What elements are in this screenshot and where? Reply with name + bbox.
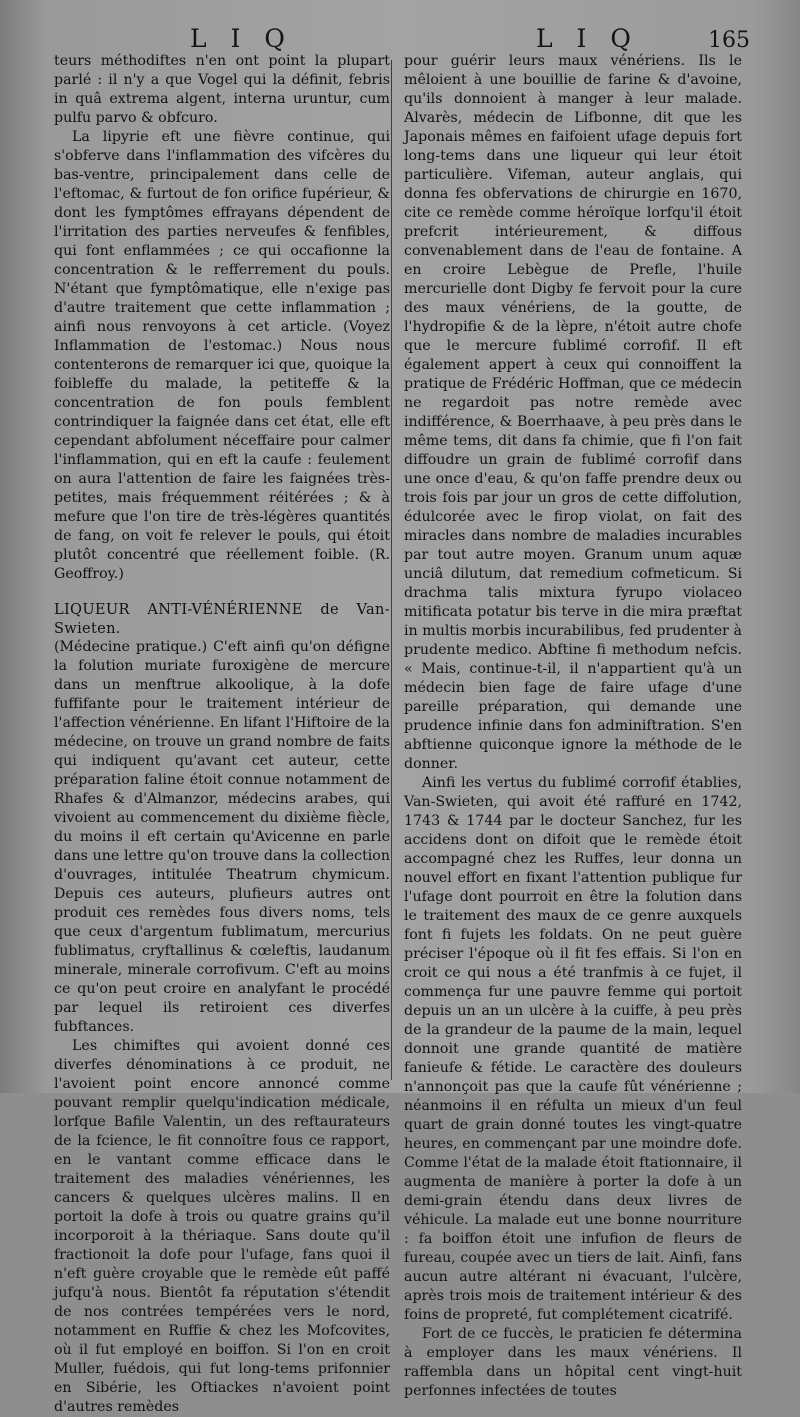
paragraph-lipyrie: La lipyrie eft une fièvre continue, qui s'obferve dans l'inflammation des vifcères du bas-ventre, principalement dans celle de l'eftomac, & furtout de fon orifice fupérieur, & dont les fymptômes effrayans dépendent de l'irritation des parties nerveufes & fenfibles, qui font enflammées ; ce qui occafionne la concentration & le refferrement du pouls. N'étant que fymptômatique, elle n'exige pas d'autre traitement que cette inflammation ; ainfi nous renvoyons à cet article. (Voyez Inflammation de l'estomac.) Nous nous contenterons de remarquer ici que, quoique la foibleffe du malade, la petiteffe & la concentration de fon pouls femblent contrindiquer la faignée dans cet état, elle eft cependant abfolument néceffaire pour calmer l'inflammation, qui en eft la caufe : feulement on aura l'attention de faire les faignées très-petites, mais fréquemment réitérées ; & à mefure que l'on tire de très-légères quantités de fang, on voit fe relever le pouls, qui étoit plutôt concentré que réellement foible. (R. Geoffroy.): [54, 129, 390, 582]
paragraph-chimistes: Les chimiftes qui avoient donné ces diverfes dénominations à ce produit, ne l'avoient point encore annoncé comme pouvant remplir quelqu'indication médicale, lorfque Bafile Valentin, un des reftaurateurs de la fcience, le fit connoître fous ce rapport, en le vantant comme efficace dans le traitement des maladies vénériennes, les cancers & quelques ulcères malins. Il en portoit la dofe à trois ou quatre grains qu'il incorporoit à la thériaque. Sans doute qu'il fractionoit la dofe pour l'ufage, fans quoi il n'eft guère croyable que le remède eût paffé jufqu'à nous. Bientôt fa réputation s'étendit de nos contrées tempérées vers le nord, notamment en Ruffie & chez les Mofcovites, où il fut employé en boiffon. Si l'on en croit Muller, fuédois, qui fut long-tems prifonnier en Sibérie, les Oftiackes n'avoient point d'autres remèdes: [54, 1038, 390, 1415]
paragraph-fort-de-ce-succes: Fort de ce fuccès, le praticien fe détermina à employer dans les maux vénériens. Il raffembla dans un hôpital cent vingt-huit perfonnes infectées de toutes: [404, 1326, 742, 1399]
paragraph-entry-body: (Médecine pratique.) C'eft ainfi qu'on défigne la folution muriate furoxigène de mercure dans un menftrue alkoolique, à la dofe fuffifante pour le traitement intérieur de l'affection vénérienne. En lifant l'Hiftoire de la médecine, on trouve un grand nombre de faits qui indiquent qu'avant cet auteur, cette préparation faline étoit connue notamment de Rhafes & d'Almanzor, médecins arabes, qui vivoient au commencement du dixième fiècle, du moins il eft certain qu'Avicenne en parle dans une lettre qu'on trouve dans la collection d'ouvrages, intitulée Theatrum chymicum. Depuis ces auteurs, plufieurs autres ont produit ces remèdes fous divers noms, tels que ceux d'argentum fublimatum, mercurius fublimatus, cryftallinus & cœleftis, laudanum minerale, minerale corrofivum. C'eft au moins ce qu'on peut croire en analyfant le procédé par lequel ils retiroient ces diverfes fubftances.: [54, 639, 390, 1035]
paragraph-continued: teurs méthodiftes n'en ont point la plupart parlé : il n'y a que Vogel qui la définit, febris in quâ extrema algent, interna uruntur, cum pulfu parvo & obfcuro.: [54, 53, 390, 126]
paragraph-van-swieten: Ainfi les vertus du fublimé corrofif établies, Van-Swieten, qui avoit été raffuré en 1742, 1743 & 1744 par le docteur Sanchez, fur les accidens dont on difoit que le remède étoit accompagné chez les Ruffes, leur donna un nouvel effort en fixant l'attention publique fur l'ufage dont pourroit en être la folution dans le traitement des maux de ce genre auxquels font fi fujets les foldats. On ne peut guère préciser l'époque où il fit fes effais. Si l'on en croit ce qui nous a été tranfmis à ce fujet, il commença fur une pauvre femme qui portoit depuis un an un ulcère à la cuiffe, à peu près de la grandeur de la paume de la main, lequel donnoit une grande quantité de matière fanieufe & fétide. Le caractère des douleurs n'annonçoit pas que la caufe fût vénérienne ; néanmoins il en réfulta un mieux d'un feul quart de grain donné toutes les vingt-quatre heures, en commençant par une moindre dofe. Comme l'état de la malade étoit ftationnaire, il augmenta de manière à porter la dofe à un demi-grain étendu dans deux livres de véhicule. La malade eut une bonne nourriture : fa boiffon étoit une infufion de fleurs de fureau, coupée avec un tiers de lait. Ainfi, fans aucun autre altérant ni évacuant, l'ulcère, après trois mois de traitement intérieur & des foins de propreté, fut complétement cicatrifé.: [404, 775, 742, 1323]
page-number: 165: [708, 28, 750, 53]
left-column: [54, 52, 390, 1417]
column-divider: [391, 60, 392, 1080]
running-head-right: L I Q: [536, 24, 639, 53]
entry-heading: LIQUEUR ANTI-VÉNÉRIENNE de Van-Swieten.: [54, 601, 390, 637]
paragraph-continued-right: pour guérir leurs maux vénériens. Ils le mêloient à une bouillie de farine & d'avoine, qu'ils donnoient à manger à leur malade. Alvarès, médecin de Lifbonne, dit que les Japonais mêmes en faifoient ufage depuis fort long-tems dans une liqueur qui leur étoit particulière. Vifeman, auteur anglais, qui donna fes obfervations de chirurgie en 1670, cite ce remède comme héroïque lorfqu'il étoit prefcrit intérieurement, & diffous convenablement dans de l'eau de fontaine. A en croire Lebègue de Prefle, l'huile mercurielle dont Digby fe fervoit pour la cure des maux vénériens, de la goutte, de l'hydropifie & de la lèpre, n'étoit autre chofe que le mercure fublimé corrofif. Il eft également appert à ceux qui connoiffent la pratique de Frédéric Hoffman, que ce médecin ne regardoit pas notre remède avec indifférence, & Boerrhaave, à peu près dans le même tems, dit dans fa chimie, que fi l'on fait diffoudre un grain de fublimé corrofif dans une once d'eau, & qu'on faffe prendre deux ou trois fois par jour un gros de cette diffolution, édulcorée avec le firop violat, on fait des miracles dans nombre de maladies incurables par tout autre moyen. Granum unum aquæ unciâ dilutum, dat remedium cofmeticum. Si drachma talis mixtura fyrupo violaceo mitificata potatur bis terve in die mira præftat in multis morbis incurabilibus, fed prudenter à prudente medico. Abftine fi methodum nefcis. « Mais, continue-t-il, il n'appartient qu'à un médecin bien fage de faire ufage d'une pareille préparation, qui demande une prudence infinie dans fon adminiftration. S'en abftienne quiconque ignore la méthode de le donner.: [404, 53, 742, 772]
running-head-left: L I Q: [190, 24, 293, 53]
right-column: [404, 52, 742, 1401]
